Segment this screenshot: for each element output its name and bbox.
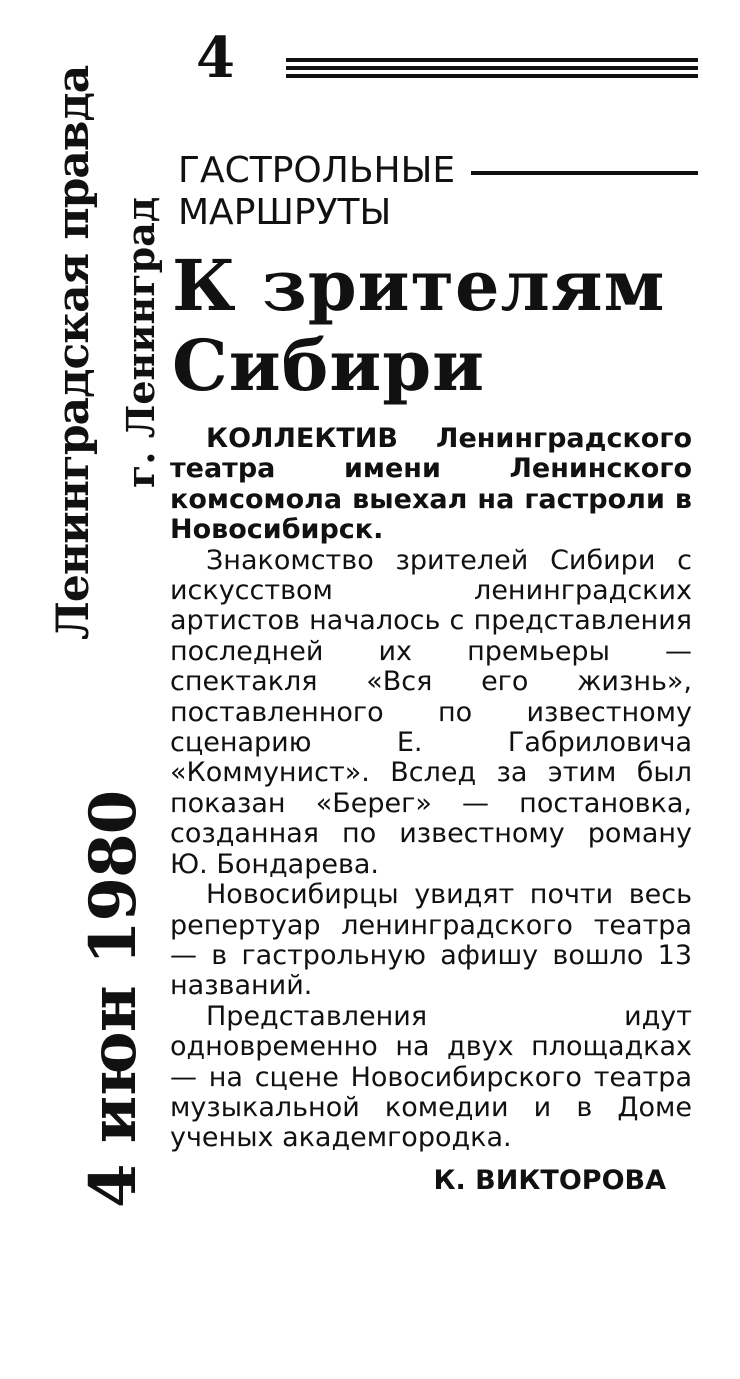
headline-line-1: К зрителям bbox=[172, 244, 666, 327]
article-paragraph-3: Представления идут одновременно на двух площадках — на сцене Новосибирского театра музыкальной комедии и в Доме ученых академгородка. bbox=[170, 1000, 692, 1154]
header-rule bbox=[286, 58, 698, 84]
newspaper-name-stamp: Ленинградская правда bbox=[48, 65, 99, 640]
article-lead: КОЛЛЕКТИВ Ленинградского театра имени Ленинского комсомола выехал на гастроли в Новосибирск. bbox=[170, 423, 692, 546]
city-stamp: г. Ленинград bbox=[118, 196, 163, 488]
rubric-rule bbox=[471, 171, 698, 175]
article-body bbox=[170, 424, 692, 1196]
article-paragraph-1: Знакомство зрителей Сибири с искусством ленинградских артистов началось с представления последней их премьеры — спектакля «Вся его жизнь», поставленного по известному сценарию Е. Габриловича «Коммунист». Вслед за этим был показан «Берег» — постановка, созданная по известному роману Ю. Бондарева. bbox=[170, 544, 692, 880]
rubric bbox=[178, 150, 698, 234]
article-paragraph-2: Новосибирцы увидят почти весь репертуар ленинградского театра — в гастрольную афишу вошло 13 названий. bbox=[170, 879, 692, 1002]
rubric-line-2: МАРШРУТЫ bbox=[178, 192, 392, 233]
rubric-line-1: ГАСТРОЛЬНЫЕ bbox=[178, 150, 456, 191]
headline bbox=[172, 246, 692, 406]
headline-line-2: Сибири bbox=[172, 324, 486, 407]
date-stamp: 4 июн 1980 bbox=[76, 790, 151, 1208]
page-number: 4 bbox=[196, 25, 235, 91]
article-byline: К. ВИКТОРОВА bbox=[433, 1164, 666, 1196]
